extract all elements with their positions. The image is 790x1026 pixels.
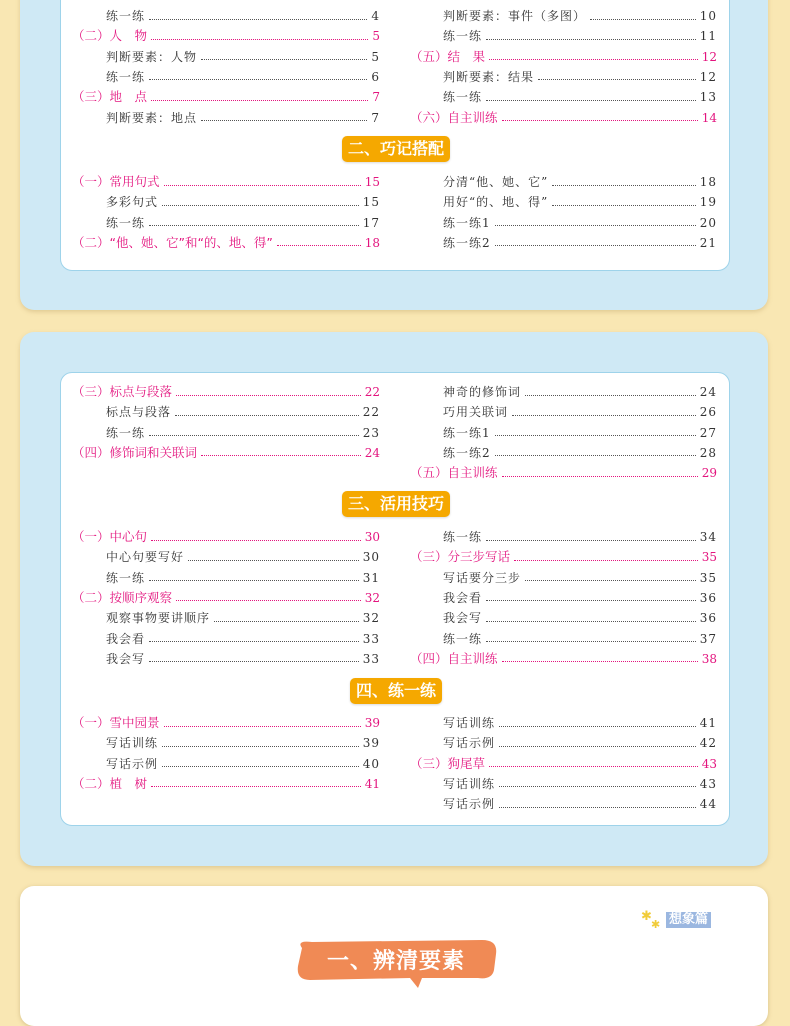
toc-entry	[72, 774, 380, 794]
page-number: 33	[362, 651, 380, 666]
dot-leader	[188, 560, 359, 561]
toc-entry-label: 练一练	[106, 9, 146, 23]
toc-entry-label: 练一练	[443, 29, 483, 44]
dot-leader	[486, 600, 696, 601]
toc-entry	[72, 213, 380, 233]
page-number: 30	[364, 530, 380, 544]
toc-entry-label: 我会写	[443, 611, 483, 626]
toc-entry-label: 判断要素：地点	[106, 110, 198, 125]
toc-entry-label: 我会看	[106, 631, 146, 646]
page-number: 27	[699, 425, 717, 440]
toc-entry	[410, 568, 717, 588]
page-number: 44	[699, 797, 717, 812]
toc-entry-label: 写话训练	[443, 716, 496, 730]
toc-entry-label: 写话示例	[443, 797, 496, 812]
dot-leader	[149, 19, 367, 20]
toc-entry	[72, 754, 380, 774]
dot-leader	[499, 786, 696, 787]
page-number: 4	[371, 9, 380, 23]
dot-leader	[175, 415, 359, 416]
toc-entry	[72, 108, 380, 128]
toc-entry-label: 练一练	[106, 215, 146, 230]
toc-entry-label: 分清“他、她、它”	[443, 175, 549, 189]
toc-heading-label: （三）分三步写话	[410, 549, 511, 565]
page-number: 36	[699, 611, 717, 626]
section-title-4: 四、练一练	[350, 678, 442, 704]
toc-entry	[410, 629, 717, 649]
section-title-3: 三、活用技巧	[342, 491, 450, 517]
toc-heading-label: （六）自主训练	[410, 109, 498, 125]
page-number: 35	[701, 550, 717, 565]
toc-heading-label: （一）常用句式	[72, 174, 160, 189]
toc-entry	[72, 568, 380, 588]
toc-entry-label: 写话训练	[106, 736, 159, 751]
page-number: 43	[701, 756, 717, 771]
toc-entry	[72, 6, 380, 26]
dot-leader	[495, 455, 696, 456]
toc-entry-label: 我会写	[106, 651, 146, 666]
toc-entry-label: 写话示例	[443, 736, 496, 751]
dot-leader	[214, 621, 359, 622]
dot-leader	[502, 476, 698, 477]
toc-entry	[410, 423, 717, 443]
dot-leader	[495, 245, 696, 246]
toc-entry-label: 练一练	[443, 631, 483, 646]
section-title-2: 二、巧记搭配	[342, 136, 450, 162]
toc-entry	[72, 47, 380, 67]
dot-leader	[149, 641, 359, 642]
page-number: 15	[362, 195, 380, 210]
page-number: 10	[699, 9, 717, 23]
dot-leader	[499, 746, 696, 747]
toc-entry-label: 练一练1	[443, 425, 491, 440]
toc-heading-label: （三）狗尾草	[410, 755, 486, 771]
dot-leader	[201, 455, 361, 456]
toc-entry	[72, 402, 380, 422]
page-number: 22	[362, 405, 380, 420]
toc-entry	[410, 463, 717, 483]
toc-entry-label: 我会看	[443, 590, 483, 605]
toc-entry	[410, 192, 717, 212]
dot-leader	[538, 79, 696, 80]
page-number: 13	[699, 90, 717, 105]
dot-leader	[499, 807, 696, 808]
page-number: 12	[701, 49, 717, 64]
toc-entry	[410, 608, 717, 628]
toc-entry-label: 中心句要写好	[106, 550, 185, 565]
dot-leader	[201, 120, 367, 121]
page-number: 43	[699, 776, 717, 791]
toc-entry	[410, 26, 717, 46]
page-number: 39	[362, 736, 380, 751]
toc-heading-label: （二）按顺序观察	[72, 589, 173, 605]
toc-entry-label: 练一练	[106, 570, 146, 585]
dot-leader	[201, 59, 367, 60]
page-number: 34	[699, 530, 717, 544]
toc-entry	[410, 754, 717, 774]
star-icon: ✱	[641, 909, 652, 924]
dot-leader	[149, 435, 359, 436]
toc-entry	[72, 629, 380, 649]
toc-entry	[72, 172, 380, 192]
dot-leader	[164, 185, 361, 186]
dot-leader	[162, 766, 359, 767]
page-number: 7	[372, 90, 380, 105]
page-number: 33	[362, 631, 380, 646]
page-number: 18	[364, 235, 380, 250]
page-number: 17	[362, 215, 380, 230]
toc-entry	[410, 402, 717, 422]
dot-leader	[149, 225, 359, 226]
toc-entry	[72, 87, 380, 107]
toc-heading-label: （三）标点与段落	[72, 384, 173, 399]
page-number: 29	[701, 466, 717, 481]
toc-entry-label: 用好“的、地、得”	[443, 195, 549, 210]
dot-leader	[149, 580, 359, 581]
toc-entry-label: 写话示例	[106, 756, 159, 771]
toc-entry-label: 练一练	[106, 425, 146, 440]
dot-leader	[486, 641, 696, 642]
toc-entry	[410, 443, 717, 463]
chapter-banner-title: 一、辨清要素	[326, 949, 465, 974]
page-number: 18	[699, 175, 717, 189]
toc-entry	[410, 713, 717, 733]
dot-leader	[486, 39, 696, 40]
dot-leader	[502, 661, 698, 662]
dot-leader	[277, 245, 361, 246]
dot-leader	[495, 435, 696, 436]
toc-entry	[72, 733, 380, 753]
toc-entry-label: 判断要素：事件（多图）	[443, 9, 587, 23]
toc-entry	[72, 233, 380, 253]
dot-leader	[552, 205, 695, 206]
page-number: 24	[699, 385, 717, 399]
toc-heading-label: （一）中心句	[72, 529, 148, 544]
page-number: 6	[371, 69, 380, 84]
toc-heading-label: （四）自主训练	[410, 650, 498, 666]
dot-leader	[489, 59, 698, 60]
page-number: 31	[362, 570, 380, 585]
toc-heading-label: （二）植 树	[72, 775, 148, 791]
toc-entry	[410, 774, 717, 794]
dot-leader	[486, 540, 696, 541]
page-number: 28	[699, 445, 717, 460]
dot-leader	[525, 395, 696, 396]
page-number: 7	[371, 110, 380, 125]
page-number: 22	[364, 385, 380, 399]
toc-entry	[72, 588, 380, 608]
toc-entry	[72, 443, 380, 463]
dot-leader	[590, 19, 696, 20]
toc-heading-label: （三）地 点	[72, 89, 148, 105]
toc-heading-label: （二）“他、她、它”和“的、地、得”	[72, 234, 273, 250]
toc-entry-label: 练一练	[443, 90, 483, 105]
page-number: 23	[362, 425, 380, 440]
dot-leader	[149, 661, 359, 662]
page-number: 5	[372, 29, 380, 44]
toc-entry	[410, 47, 717, 67]
toc-entry	[72, 26, 380, 46]
page-number: 41	[699, 716, 717, 730]
dot-leader	[162, 746, 359, 747]
toc-entry	[410, 649, 717, 669]
page-number: 38	[701, 651, 717, 666]
page-number: 5	[371, 49, 380, 64]
page-number: 24	[364, 445, 380, 460]
dot-leader	[151, 540, 361, 541]
dot-leader	[176, 395, 361, 396]
toc-entry	[72, 382, 380, 402]
page-number: 35	[699, 570, 717, 585]
page-number: 19	[699, 195, 717, 210]
dot-leader	[486, 621, 696, 622]
page-number: 21	[699, 235, 717, 250]
toc-entry	[410, 527, 717, 547]
toc-entry	[410, 108, 717, 128]
page-number: 12	[699, 69, 717, 84]
toc-entry-label: 练一练2	[443, 235, 491, 250]
toc-entry-label: 练一练1	[443, 215, 491, 230]
toc-entry	[72, 547, 380, 567]
page-number: 14	[701, 110, 717, 125]
page-number: 32	[364, 590, 380, 605]
toc-heading-label: （五）结 果	[410, 48, 486, 64]
page-number: 42	[699, 736, 717, 751]
toc-entry-label: 巧用关联词	[443, 405, 509, 420]
toc-entry-label: 标点与段落	[106, 405, 172, 420]
dot-leader	[486, 100, 696, 101]
section-tag: 想象篇	[666, 912, 711, 928]
page-number: 40	[362, 756, 380, 771]
toc-entry	[410, 588, 717, 608]
toc-heading-label: （五）自主训练	[410, 465, 498, 481]
toc-entry	[72, 527, 380, 547]
page-number: 39	[364, 716, 380, 730]
toc-entry	[410, 213, 717, 233]
dot-leader	[499, 726, 696, 727]
dot-leader	[151, 39, 368, 40]
toc-entry	[72, 192, 380, 212]
dot-leader	[176, 600, 361, 601]
dot-leader	[489, 766, 698, 767]
toc-entry-label: 观察事物要讲顺序	[106, 611, 211, 626]
page-number: 37	[699, 631, 717, 646]
toc-entry-label: 判断要素：人物	[106, 49, 198, 64]
toc-heading-label: （四）修饰词和关联词	[72, 444, 198, 460]
page-number: 26	[699, 405, 717, 420]
star-icon: ✱	[651, 918, 661, 931]
toc-heading-label: （二）人 物	[72, 28, 148, 44]
dot-leader	[525, 580, 696, 581]
toc-entry	[410, 67, 717, 87]
toc-entry-label: 神奇的修饰词	[443, 385, 522, 399]
toc-entry	[410, 547, 717, 567]
dot-leader	[164, 726, 361, 727]
toc-entry	[72, 713, 380, 733]
toc-entry	[410, 87, 717, 107]
toc-entry-label: 判断要素：结果	[443, 69, 535, 84]
toc-entry	[72, 608, 380, 628]
page-number: 32	[362, 611, 380, 626]
page-number: 20	[699, 215, 717, 230]
page-number: 41	[364, 776, 380, 791]
toc-entry	[72, 649, 380, 669]
toc-entry	[410, 794, 717, 814]
dot-leader	[151, 786, 361, 787]
toc-entry	[72, 423, 380, 443]
toc-entry	[410, 233, 717, 253]
toc-entry	[410, 733, 717, 753]
toc-entry-label: 练一练	[443, 530, 483, 544]
dot-leader	[151, 100, 368, 101]
toc-entry-label: 练一练	[106, 69, 146, 84]
dot-leader	[502, 120, 698, 121]
dot-leader	[514, 560, 698, 561]
toc-entry-label: 写话要分三步	[443, 570, 522, 585]
toc-entry	[410, 6, 717, 26]
page-number: 30	[362, 550, 380, 565]
toc-entry	[410, 382, 717, 402]
toc-heading-label: （一）雪中园景	[72, 715, 160, 730]
dot-leader	[149, 79, 367, 80]
toc-entry-label: 多彩句式	[106, 195, 159, 210]
page-number: 11	[699, 29, 717, 44]
toc-entry-label: 练一练2	[443, 445, 491, 460]
dot-leader	[495, 225, 696, 226]
page-number: 36	[699, 590, 717, 605]
toc-entry	[410, 172, 717, 192]
page-number: 15	[364, 175, 380, 189]
toc-entry-label: 写话训练	[443, 776, 496, 791]
dot-leader	[162, 205, 359, 206]
dot-leader	[512, 415, 696, 416]
toc-entry	[72, 67, 380, 87]
dot-leader	[552, 185, 695, 186]
